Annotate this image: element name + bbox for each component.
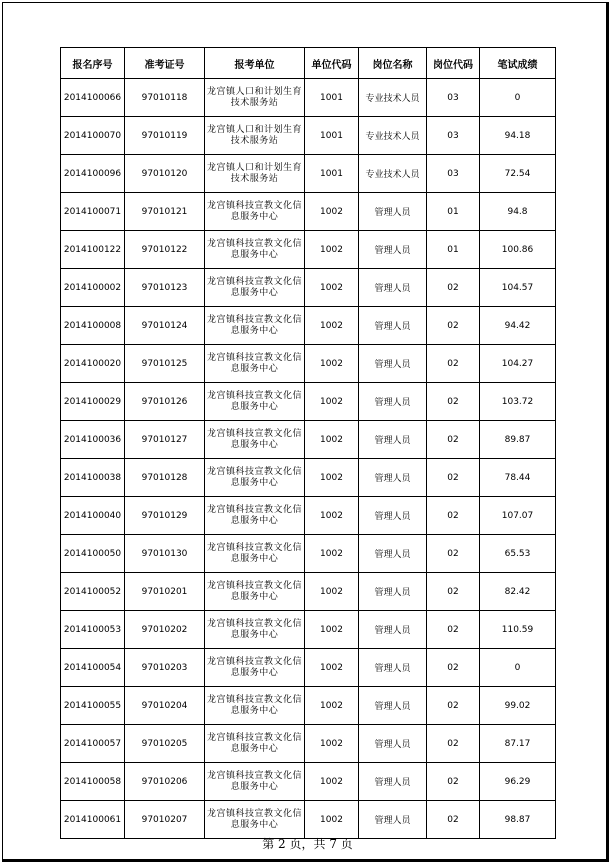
cell-admission-ticket-no: 97010125 [125, 345, 205, 383]
cell-applied-unit: 龙宫镇科技宣教文化信息服务中心 [205, 269, 305, 307]
cell-applied-unit: 龙宫镇科技宣教文化信息服务中心 [205, 193, 305, 231]
cell-written-score: 0 [480, 649, 556, 687]
cell-position-name: 管理人员 [359, 649, 427, 687]
cell-written-score: 107.07 [480, 497, 556, 535]
table-row [61, 649, 556, 687]
table-row [61, 117, 556, 155]
cell-written-score: 94.8 [480, 193, 556, 231]
cell-applied-unit: 龙宫镇科技宣教文化信息服务中心 [205, 725, 305, 763]
table-row [61, 573, 556, 611]
cell-written-score: 110.59 [480, 611, 556, 649]
cell-applied-unit: 龙宫镇科技宣教文化信息服务中心 [205, 687, 305, 725]
cell-unit-code: 1002 [305, 649, 359, 687]
cell-admission-ticket-no: 97010118 [125, 79, 205, 117]
cell-registration-no: 2014100071 [61, 193, 125, 231]
cell-admission-ticket-no: 97010204 [125, 687, 205, 725]
cell-unit-code: 1002 [305, 345, 359, 383]
cell-position-name: 管理人员 [359, 763, 427, 801]
cell-registration-no: 2014100122 [61, 231, 125, 269]
cell-position-code: 02 [427, 611, 480, 649]
cell-admission-ticket-no: 97010205 [125, 725, 205, 763]
cell-registration-no: 2014100053 [61, 611, 125, 649]
cell-unit-code: 1001 [305, 117, 359, 155]
cell-applied-unit: 龙宫镇科技宣教文化信息服务中心 [205, 231, 305, 269]
cell-registration-no: 2014100061 [61, 801, 125, 839]
header-registration-no: 报名序号 [61, 48, 125, 79]
cell-position-code: 02 [427, 383, 480, 421]
cell-unit-code: 1002 [305, 459, 359, 497]
cell-position-code: 02 [427, 459, 480, 497]
cell-unit-code: 1002 [305, 535, 359, 573]
cell-registration-no: 2014100036 [61, 421, 125, 459]
cell-applied-unit: 龙宫镇科技宣教文化信息服务中心 [205, 383, 305, 421]
cell-admission-ticket-no: 97010123 [125, 269, 205, 307]
table-row [61, 611, 556, 649]
cell-written-score: 0 [480, 79, 556, 117]
cell-applied-unit: 龙宫镇科技宣教文化信息服务中心 [205, 763, 305, 801]
table-row [61, 535, 556, 573]
cell-registration-no: 2014100052 [61, 573, 125, 611]
table-row [61, 307, 556, 345]
cell-written-score: 96.29 [480, 763, 556, 801]
cell-position-code: 01 [427, 193, 480, 231]
cell-applied-unit: 龙宫镇人口和计划生育技术服务站 [205, 79, 305, 117]
cell-admission-ticket-no: 97010126 [125, 383, 205, 421]
cell-position-code: 02 [427, 725, 480, 763]
cell-unit-code: 1002 [305, 193, 359, 231]
cell-admission-ticket-no: 97010129 [125, 497, 205, 535]
cell-position-name: 管理人员 [359, 307, 427, 345]
table-row [61, 383, 556, 421]
header-written-score: 笔试成绩 [480, 48, 556, 79]
cell-position-name: 管理人员 [359, 459, 427, 497]
cell-admission-ticket-no: 97010120 [125, 155, 205, 193]
results-table [60, 47, 556, 839]
cell-admission-ticket-no: 97010119 [125, 117, 205, 155]
cell-applied-unit: 龙宫镇科技宣教文化信息服务中心 [205, 535, 305, 573]
table-header-row [61, 48, 556, 79]
cell-written-score: 65.53 [480, 535, 556, 573]
cell-written-score: 104.57 [480, 269, 556, 307]
cell-position-code: 03 [427, 155, 480, 193]
cell-registration-no: 2014100008 [61, 307, 125, 345]
page-footer: 第 2 页，共 7 页 [262, 837, 353, 851]
cell-admission-ticket-no: 97010124 [125, 307, 205, 345]
cell-applied-unit: 龙宫镇科技宣教文化信息服务中心 [205, 345, 305, 383]
table-row [61, 725, 556, 763]
cell-position-code: 03 [427, 117, 480, 155]
cell-applied-unit: 龙宫镇科技宣教文化信息服务中心 [205, 649, 305, 687]
cell-position-code: 02 [427, 763, 480, 801]
cell-written-score: 99.02 [480, 687, 556, 725]
cell-registration-no: 2014100055 [61, 687, 125, 725]
cell-unit-code: 1001 [305, 155, 359, 193]
cell-position-name: 管理人员 [359, 535, 427, 573]
cell-position-code: 02 [427, 421, 480, 459]
cell-registration-no: 2014100066 [61, 79, 125, 117]
table-row [61, 231, 556, 269]
table-row [61, 801, 556, 839]
cell-written-score: 89.87 [480, 421, 556, 459]
cell-written-score: 98.87 [480, 801, 556, 839]
cell-admission-ticket-no: 97010127 [125, 421, 205, 459]
cell-written-score: 82.42 [480, 573, 556, 611]
cell-position-code: 03 [427, 79, 480, 117]
cell-applied-unit: 龙宫镇科技宣教文化信息服务中心 [205, 801, 305, 839]
header-admission-ticket-no: 准考证号 [125, 48, 205, 79]
cell-admission-ticket-no: 97010203 [125, 649, 205, 687]
cell-position-name: 管理人员 [359, 383, 427, 421]
cell-position-name: 管理人员 [359, 345, 427, 383]
cell-unit-code: 1002 [305, 421, 359, 459]
cell-unit-code: 1002 [305, 687, 359, 725]
cell-admission-ticket-no: 97010130 [125, 535, 205, 573]
cell-registration-no: 2014100040 [61, 497, 125, 535]
cell-position-code: 02 [427, 649, 480, 687]
cell-registration-no: 2014100057 [61, 725, 125, 763]
table-row [61, 193, 556, 231]
cell-admission-ticket-no: 97010128 [125, 459, 205, 497]
cell-position-code: 02 [427, 687, 480, 725]
cell-unit-code: 1002 [305, 307, 359, 345]
cell-registration-no: 2014100020 [61, 345, 125, 383]
cell-registration-no: 2014100054 [61, 649, 125, 687]
cell-written-score: 100.86 [480, 231, 556, 269]
cell-position-name: 管理人员 [359, 497, 427, 535]
table-row [61, 687, 556, 725]
header-position-code: 岗位代码 [427, 48, 480, 79]
cell-written-score: 94.42 [480, 307, 556, 345]
cell-written-score: 72.54 [480, 155, 556, 193]
cell-registration-no: 2014100038 [61, 459, 125, 497]
cell-admission-ticket-no: 97010202 [125, 611, 205, 649]
cell-position-name: 管理人员 [359, 687, 427, 725]
cell-position-name: 专业技术人员 [359, 117, 427, 155]
table-row [61, 269, 556, 307]
cell-applied-unit: 龙宫镇人口和计划生育技术服务站 [205, 117, 305, 155]
cell-position-name: 专业技术人员 [359, 155, 427, 193]
cell-written-score: 87.17 [480, 725, 556, 763]
cell-position-name: 管理人员 [359, 193, 427, 231]
cell-unit-code: 1002 [305, 497, 359, 535]
cell-unit-code: 1001 [305, 79, 359, 117]
cell-applied-unit: 龙宫镇人口和计划生育技术服务站 [205, 155, 305, 193]
cell-position-code: 01 [427, 231, 480, 269]
cell-applied-unit: 龙宫镇科技宣教文化信息服务中心 [205, 611, 305, 649]
cell-applied-unit: 龙宫镇科技宣教文化信息服务中心 [205, 421, 305, 459]
cell-registration-no: 2014100070 [61, 117, 125, 155]
cell-registration-no: 2014100002 [61, 269, 125, 307]
cell-unit-code: 1002 [305, 763, 359, 801]
cell-position-code: 02 [427, 269, 480, 307]
cell-admission-ticket-no: 97010122 [125, 231, 205, 269]
cell-position-code: 02 [427, 573, 480, 611]
table-row [61, 763, 556, 801]
table-row [61, 345, 556, 383]
cell-registration-no: 2014100058 [61, 763, 125, 801]
cell-admission-ticket-no: 97010201 [125, 573, 205, 611]
table-row [61, 421, 556, 459]
cell-admission-ticket-no: 97010206 [125, 763, 205, 801]
table-row [61, 79, 556, 117]
header-position-name: 岗位名称 [359, 48, 427, 79]
cell-position-name: 管理人员 [359, 725, 427, 763]
table-row [61, 459, 556, 497]
cell-written-score: 103.72 [480, 383, 556, 421]
cell-position-code: 02 [427, 345, 480, 383]
cell-applied-unit: 龙宫镇科技宣教文化信息服务中心 [205, 459, 305, 497]
cell-position-name: 管理人员 [359, 231, 427, 269]
cell-registration-no: 2014100050 [61, 535, 125, 573]
cell-unit-code: 1002 [305, 611, 359, 649]
cell-position-code: 02 [427, 307, 480, 345]
cell-admission-ticket-no: 97010121 [125, 193, 205, 231]
cell-position-name: 专业技术人员 [359, 79, 427, 117]
cell-unit-code: 1002 [305, 573, 359, 611]
cell-applied-unit: 龙宫镇科技宣教文化信息服务中心 [205, 497, 305, 535]
table-row [61, 497, 556, 535]
cell-registration-no: 2014100029 [61, 383, 125, 421]
cell-admission-ticket-no: 97010207 [125, 801, 205, 839]
cell-written-score: 94.18 [480, 117, 556, 155]
cell-unit-code: 1002 [305, 801, 359, 839]
cell-written-score: 78.44 [480, 459, 556, 497]
cell-position-code: 02 [427, 535, 480, 573]
cell-applied-unit: 龙宫镇科技宣教文化信息服务中心 [205, 307, 305, 345]
cell-position-code: 02 [427, 497, 480, 535]
cell-written-score: 104.27 [480, 345, 556, 383]
table-row [61, 155, 556, 193]
cell-registration-no: 2014100096 [61, 155, 125, 193]
cell-position-name: 管理人员 [359, 573, 427, 611]
header-applied-unit: 报考单位 [205, 48, 305, 79]
cell-position-name: 管理人员 [359, 269, 427, 307]
cell-position-code: 02 [427, 801, 480, 839]
cell-unit-code: 1002 [305, 269, 359, 307]
table-body [61, 79, 556, 839]
cell-unit-code: 1002 [305, 725, 359, 763]
cell-position-name: 管理人员 [359, 801, 427, 839]
header-unit-code: 单位代码 [305, 48, 359, 79]
cell-applied-unit: 龙宫镇科技宣教文化信息服务中心 [205, 573, 305, 611]
cell-unit-code: 1002 [305, 231, 359, 269]
cell-position-name: 管理人员 [359, 611, 427, 649]
cell-position-name: 管理人员 [359, 421, 427, 459]
cell-unit-code: 1002 [305, 383, 359, 421]
